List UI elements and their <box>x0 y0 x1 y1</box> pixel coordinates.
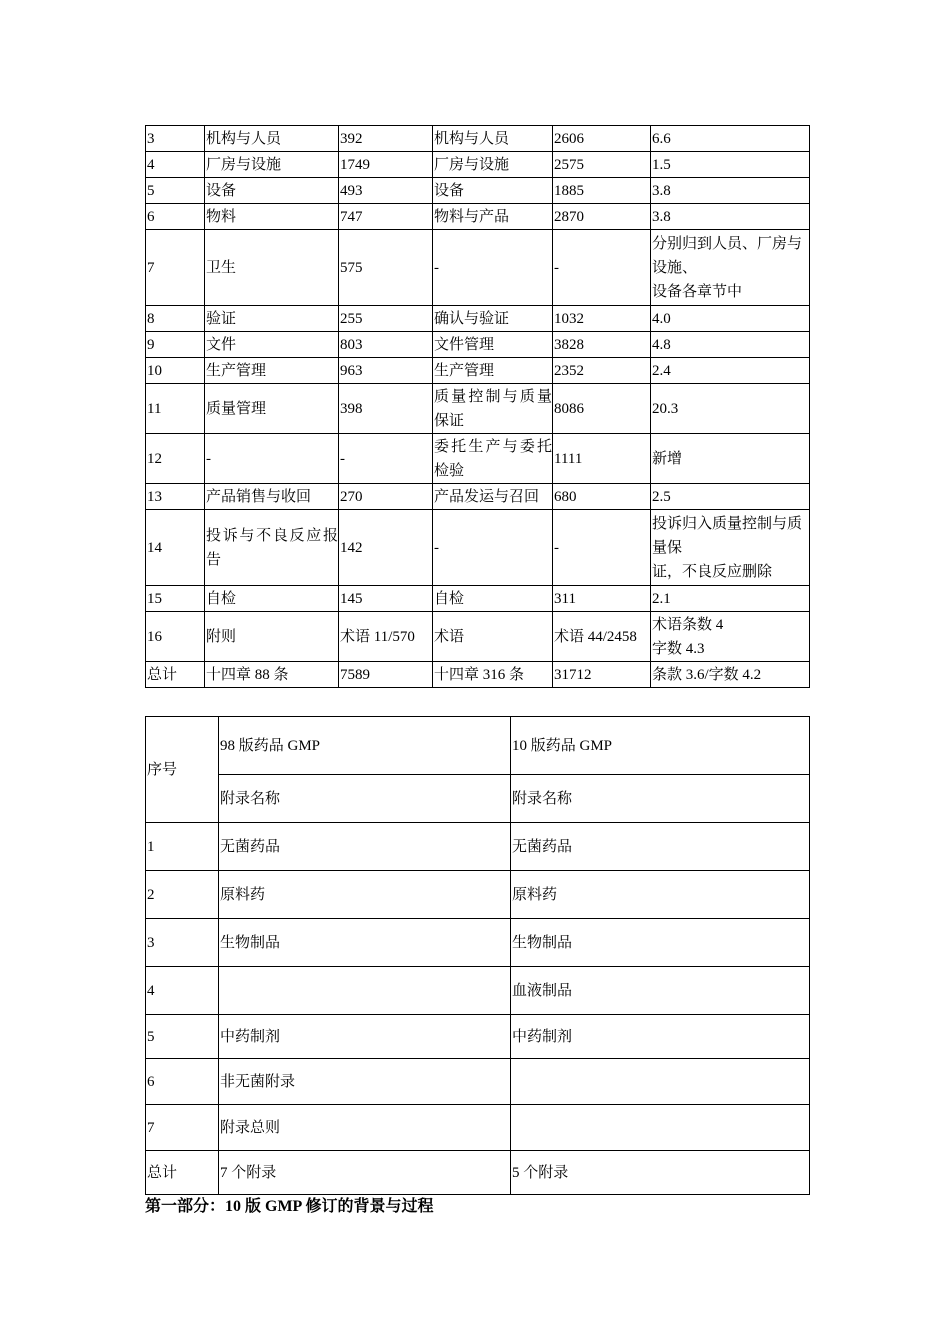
header-10-gmp: 10 版药品 GMP <box>511 717 810 775</box>
table-cell: - <box>433 230 553 306</box>
table-cell: 术语条数 4 字数 4.3 <box>651 612 810 662</box>
table-row <box>146 484 810 510</box>
table-cell: 原料药 <box>511 871 810 919</box>
table-cell: 6.6 <box>651 126 810 152</box>
table-cell: 产品发运与召回 <box>433 484 553 510</box>
table-cell: 14 <box>146 510 205 586</box>
table-cell: 493 <box>339 178 433 204</box>
table-row <box>146 1059 810 1105</box>
table-cell: 9 <box>146 332 205 358</box>
table-cell: 1749 <box>339 152 433 178</box>
table-row <box>146 1015 810 1059</box>
table-cell: 自检 <box>433 586 553 612</box>
table-row <box>146 126 810 152</box>
table-cell: 6 <box>146 1059 219 1105</box>
table-cell: - <box>553 230 651 306</box>
table-cell: 680 <box>553 484 651 510</box>
table-row <box>146 510 810 586</box>
table-cell: 术语 11/570 <box>339 612 433 662</box>
table-row <box>146 823 810 871</box>
table-cell: 575 <box>339 230 433 306</box>
table-row <box>146 919 810 967</box>
table-cell: 确认与验证 <box>433 306 553 332</box>
table-cell: 1885 <box>553 178 651 204</box>
header-98-gmp: 98 版药品 GMP <box>219 717 511 775</box>
table-cell: 1032 <box>553 306 651 332</box>
table-cell: 20.3 <box>651 384 810 434</box>
table-cell: 3 <box>146 919 219 967</box>
table-cell: 附录总则 <box>219 1105 511 1151</box>
table-cell: 2352 <box>553 358 651 384</box>
table-cell: 15 <box>146 586 205 612</box>
table-row <box>146 871 810 919</box>
table-cell: 11 <box>146 384 205 434</box>
table-cell: 2 <box>146 871 219 919</box>
table-cell: 机构与人员 <box>205 126 339 152</box>
table-cell: 文件 <box>205 332 339 358</box>
chapter-comparison-table <box>145 125 810 688</box>
header-serial-no: 序号 <box>146 717 219 823</box>
table-cell: 血液制品 <box>511 967 810 1015</box>
table-cell: 10 <box>146 358 205 384</box>
table-cell: 质量控制与质量保证 <box>433 384 553 434</box>
table-cell: 142 <box>339 510 433 586</box>
table-row <box>146 586 810 612</box>
table-cell: 生物制品 <box>219 919 511 967</box>
table-cell: 验证 <box>205 306 339 332</box>
table-cell: 3.8 <box>651 178 810 204</box>
table-cell: 质量管理 <box>205 384 339 434</box>
table-row <box>146 332 810 358</box>
table-cell: 3828 <box>553 332 651 358</box>
table-cell: 12 <box>146 434 205 484</box>
table-cell: 生产管理 <box>205 358 339 384</box>
subheader-10-appendix-name: 附录名称 <box>511 775 810 823</box>
table-cell: 7 <box>146 1105 219 1151</box>
table-cell: 4.8 <box>651 332 810 358</box>
table-cell: 术语 <box>433 612 553 662</box>
table-cell <box>219 967 511 1015</box>
table-cell: 16 <box>146 612 205 662</box>
table-cell: 8 <box>146 306 205 332</box>
table-cell: - <box>553 510 651 586</box>
table-cell: 投诉归入质量控制与质量保 证，不良反应删除 <box>651 510 810 586</box>
table-cell: 总计 <box>146 1151 219 1195</box>
table-cell: - <box>433 510 553 586</box>
table-cell: 卫生 <box>205 230 339 306</box>
table-cell: 2.4 <box>651 358 810 384</box>
table-cell: 产品销售与收回 <box>205 484 339 510</box>
table-cell: 270 <box>339 484 433 510</box>
table-cell: 4 <box>146 152 205 178</box>
table-cell: 31712 <box>553 662 651 688</box>
table-cell: 新增 <box>651 434 810 484</box>
table-row <box>146 612 810 662</box>
table-cell: 委托生产与委托检验 <box>433 434 553 484</box>
table-cell: 十四章 316 条 <box>433 662 553 688</box>
table-cell: 2870 <box>553 204 651 230</box>
table-row <box>146 204 810 230</box>
table-cell <box>511 1059 810 1105</box>
table-cell: 厂房与设施 <box>205 152 339 178</box>
table-cell: 7 <box>146 230 205 306</box>
table-row <box>146 384 810 434</box>
table-cell: - <box>339 434 433 484</box>
table-cell: 3 <box>146 126 205 152</box>
table-cell: 1 <box>146 823 219 871</box>
table-cell: 分别归到人员、厂房与设施、 设备各章节中 <box>651 230 810 306</box>
table-cell: 398 <box>339 384 433 434</box>
table-cell: 术语 44/2458 <box>553 612 651 662</box>
table-row <box>146 230 810 306</box>
table-cell: 1111 <box>553 434 651 484</box>
table-cell: 原料药 <box>219 871 511 919</box>
table-cell: 2606 <box>553 126 651 152</box>
table-row <box>146 358 810 384</box>
table-cell: 13 <box>146 484 205 510</box>
table-cell: - <box>205 434 339 484</box>
table-cell: 2.5 <box>651 484 810 510</box>
table-cell: 附则 <box>205 612 339 662</box>
table-cell: 8086 <box>553 384 651 434</box>
table-cell: 无菌药品 <box>511 823 810 871</box>
table-cell: 厂房与设施 <box>433 152 553 178</box>
table-cell: 无菌药品 <box>219 823 511 871</box>
table-cell: 7 个附录 <box>219 1151 511 1195</box>
table-cell: 物料 <box>205 204 339 230</box>
table-cell: 5 <box>146 178 205 204</box>
table-cell: 7589 <box>339 662 433 688</box>
table-cell <box>511 1105 810 1151</box>
appendix-comparison-table <box>145 716 810 1195</box>
table-cell: 803 <box>339 332 433 358</box>
table-cell: 6 <box>146 204 205 230</box>
table-row <box>146 178 810 204</box>
table-cell: 311 <box>553 586 651 612</box>
table-cell: 747 <box>339 204 433 230</box>
table-cell: 4.0 <box>651 306 810 332</box>
table-cell: 设备 <box>433 178 553 204</box>
table-cell: 3.8 <box>651 204 810 230</box>
table-row <box>146 306 810 332</box>
table-cell: 392 <box>339 126 433 152</box>
table-cell: 物料与产品 <box>433 204 553 230</box>
table-cell: 文件管理 <box>433 332 553 358</box>
table-row <box>146 152 810 178</box>
table-cell: 非无菌附录 <box>219 1059 511 1105</box>
table-row <box>146 1151 810 1195</box>
table-row <box>146 662 810 688</box>
table-cell: 十四章 88 条 <box>205 662 339 688</box>
table-cell: 5 <box>146 1015 219 1059</box>
table-cell: 生产管理 <box>433 358 553 384</box>
subheader-98-appendix-name: 附录名称 <box>219 775 511 823</box>
section-heading: 第一部分：10 版 GMP 修订的背景与过程 <box>145 1198 434 1215</box>
table-cell: 145 <box>339 586 433 612</box>
table-cell: 5 个附录 <box>511 1151 810 1195</box>
table-cell: 条款 3.6/字数 4.2 <box>651 662 810 688</box>
table-cell: 投诉与不良反应报告 <box>205 510 339 586</box>
table-cell: 自检 <box>205 586 339 612</box>
table-cell: 设备 <box>205 178 339 204</box>
table-cell: 中药制剂 <box>219 1015 511 1059</box>
table-cell: 机构与人员 <box>433 126 553 152</box>
table-row <box>146 967 810 1015</box>
table-cell: 1.5 <box>651 152 810 178</box>
table-cell: 4 <box>146 967 219 1015</box>
table-row <box>146 434 810 484</box>
table-cell: 中药制剂 <box>511 1015 810 1059</box>
table-cell: 963 <box>339 358 433 384</box>
table-cell: 255 <box>339 306 433 332</box>
table-cell: 生物制品 <box>511 919 810 967</box>
table-cell: 2.1 <box>651 586 810 612</box>
table-cell: 2575 <box>553 152 651 178</box>
table-cell: 总计 <box>146 662 205 688</box>
table-row <box>146 1105 810 1151</box>
